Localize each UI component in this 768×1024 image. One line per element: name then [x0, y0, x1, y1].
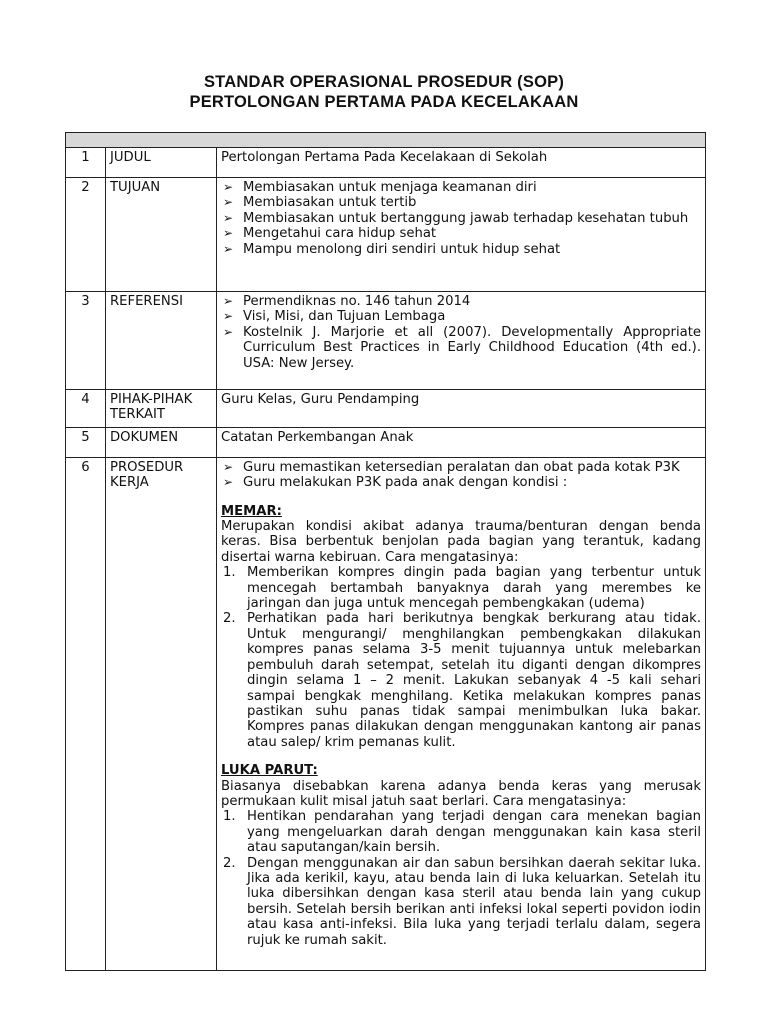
referensi-list [221, 294, 701, 371]
row-number: 5 [66, 427, 106, 457]
doc-title-line2: PERTOLONGAN PERTAMA PADA KECELAKAAN [189, 93, 579, 111]
tujuan-list [221, 180, 701, 257]
row-number: 6 [66, 457, 106, 970]
list-item: ➢ Permendiknas no. 146 tahun 2014 [221, 294, 701, 309]
doc-title-line1: STANDAR OPERASIONAL PROSEDUR (SOP) [203, 73, 565, 91]
memar-intro: Merupakan kondisi akibat adanya trauma/benturan dengan benda keras. Bisa berbentuk benjolan pada bagian yang terantuk, kadang disertai warna kebiruan. Cara mengatasinya: [221, 519, 702, 565]
header-row [66, 133, 706, 148]
header-cell [66, 133, 706, 148]
table-row [66, 427, 706, 457]
row-content [217, 292, 706, 390]
prosedur-list [221, 460, 701, 491]
list-item: ➢ Membiasakan untuk tertib [221, 195, 701, 210]
table-row [66, 292, 706, 390]
table-row [66, 390, 706, 428]
luka-intro: Biasanya disebabkan karena adanya benda keras yang merusak permukaan kulit misal jatuh saat berlari. Cara mengatasinya: [221, 778, 702, 809]
row-number: 3 [66, 292, 106, 390]
row-label: PIHAK-PIHAK TERKAIT [106, 390, 217, 428]
sop-table [65, 132, 706, 971]
step-number: 2. [223, 855, 236, 871]
row-content: Catatan Perkembangan Anak [217, 427, 706, 457]
list-item [221, 809, 701, 855]
row-number: 2 [66, 178, 106, 292]
row-content: Guru Kelas, Guru Pendamping [217, 390, 706, 428]
list-item: ➢ Mengetahui cara hidup sehat [221, 226, 701, 241]
memar-steps [221, 565, 701, 750]
row-number: 4 [66, 390, 106, 428]
step-text: Perhatikan pada hari berikutnya bengkak berkurang atau tidak. Untuk mengurangi/ menghilangkan pembengkakan dilakukan kompres panas selama 3-5 menit tujuannya untuk melebarkan pembuluh darah setempat, setelah itu diganti dengan dikompres dingin selama 1 – 2 menit. Lakukan sebanyak 4 -5 kali sehari sampai bengkak menghilang. Ketika melakukan kompres panas pastikan suhu panas tidak sampai menimbulkan luka bakar. Kompres panas dilakukan dengan menggunakan kantong air panas atau salep/ krim pemanas kulit. [247, 611, 702, 750]
step-number: 1. [223, 565, 236, 581]
step-text: Memberikan kompres dingin pada bagian yang terbentur untuk mencegah bertambah banyaknya darah yang merembes ke jaringan dan juga untuk mencegah pembengkakan (udema) [247, 565, 702, 612]
step-number: 2. [223, 611, 236, 627]
list-item: ➢ Membiasakan untuk bertanggung jawab terhadap kesehatan tubuh [221, 211, 701, 226]
list-item: ➢ Guru melakukan P3K pada anak dengan kondisi : [221, 475, 701, 490]
table-row [66, 178, 706, 292]
luka-heading: LUKA PARUT: [221, 763, 318, 779]
row-content [217, 178, 706, 292]
row-label: DOKUMEN [106, 427, 217, 457]
row-label: TUJUAN [106, 178, 217, 292]
row-label: REFERENSI [106, 292, 217, 390]
list-item: ➢ Kostelnik J. Marjorie et all (2007). Developmentally Appropriate Curriculum Best Practices in Early Childhood Education (4th ed.). USA: New Jersey. [221, 325, 701, 371]
list-item [221, 856, 701, 948]
row-number: 1 [66, 148, 106, 178]
step-text: Hentikan pendarahan yang terjadi dengan cara menekan bagian yang mengeluarkan darah dengan menggunakan kain kasa steril atau saputangan/kain bersih. [247, 809, 702, 856]
table-row [66, 148, 706, 178]
memar-heading: MEMAR: [221, 503, 282, 519]
step-text: Dengan menggunakan air dan sabun bersihkan daerah sekitar luka. Jika ada kerikil, kayu, atau benda lain di luka keluarkan. Setelah itu luka dibersihkan dengan kasa steril atau benda lain yang cukup bersih. Setelah bersih berikan anti infeksi lokal seperti povidon iodin atau kasa anti-infeksi. Bila luka yang terjadi terlalu dalam, segera rujuk ke rumah sakit. [247, 855, 702, 948]
list-item [221, 565, 701, 611]
row-content [217, 457, 706, 970]
list-item [221, 611, 701, 750]
row-label: PROSEDUR KERJA [106, 457, 217, 970]
list-item: ➢ Mampu menolong diri sendiri untuk hidup sehat [221, 242, 701, 257]
list-item: ➢ Membiasakan untuk menjaga keamanan diri [221, 180, 701, 195]
table-row [66, 457, 706, 970]
list-item: ➢ Guru memastikan ketersedian peralatan dan obat pada kotak P3K [221, 460, 701, 475]
row-label: JUDUL [106, 148, 217, 178]
list-item: ➢ Visi, Misi, dan Tujuan Lembaga [221, 309, 701, 324]
row-content: Pertolongan Pertama Pada Kecelakaan di Sekolah [217, 148, 706, 178]
luka-steps [221, 809, 701, 948]
step-number: 1. [223, 809, 236, 825]
